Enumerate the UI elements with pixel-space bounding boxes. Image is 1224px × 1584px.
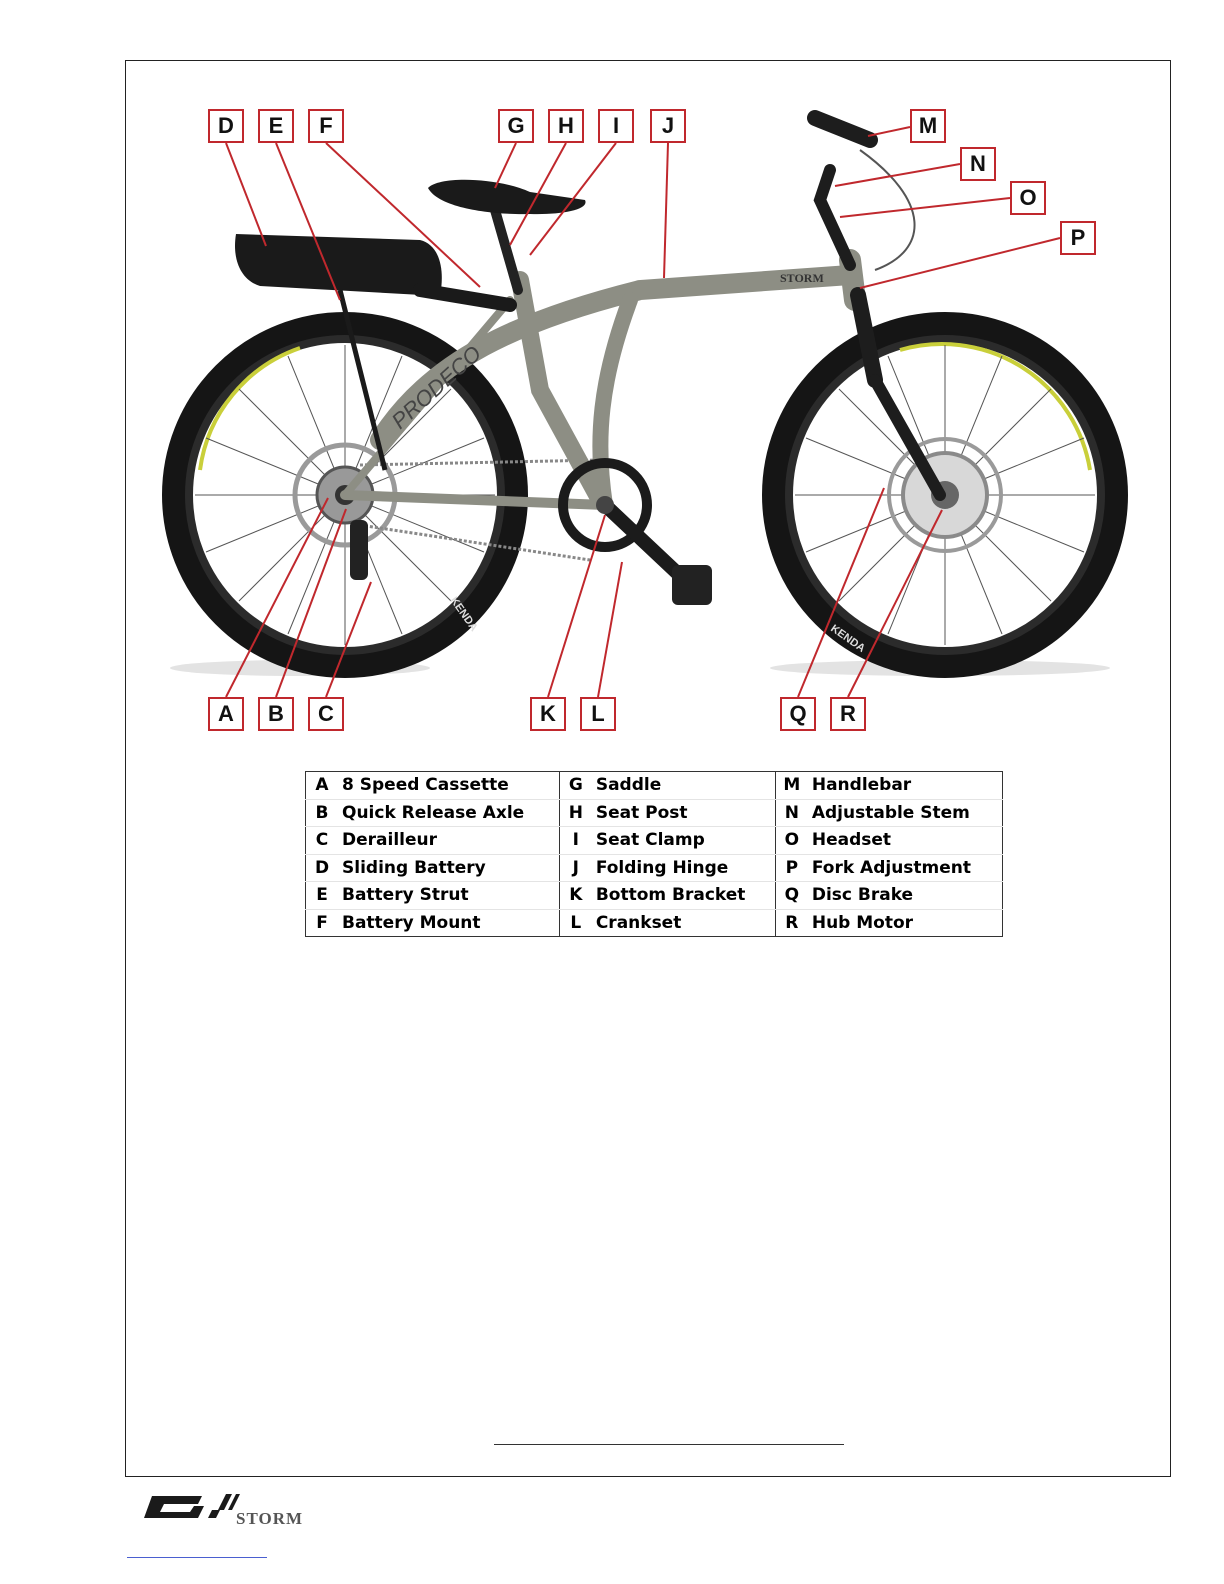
parts-legend-table [305,771,1003,937]
legend-part-name: Derailleur [338,827,559,855]
legend-letter: M [775,772,808,800]
callout-q: Q [780,697,816,731]
legend-part-name: 8 Speed Cassette [338,772,559,800]
saddle [428,180,586,214]
table-row [306,909,1003,937]
legend-letter: P [775,854,808,882]
legend-letter: R [785,912,799,933]
callout-k: K [530,697,566,731]
legend-letter: B [306,799,339,827]
handlebar [815,118,870,140]
callout-r: R [830,697,866,731]
rear-tire-brand: KENDA [447,594,480,634]
callout-o: O [1010,181,1046,215]
callout-c: C [308,697,344,731]
legend-part-name: Disc Brake [808,882,1003,910]
callout-l: L [580,697,616,731]
legend-part-name: Seat Post [592,799,776,827]
front-tire-brand: KENDA [828,622,868,655]
legend-part-name: Sliding Battery [338,854,559,882]
legend-part-name: Folding Hinge [592,854,776,882]
legend-part-name: Quick Release Axle [338,799,559,827]
legend-letter: H [559,799,592,827]
leader-lines [226,127,1060,697]
legend-letter: C [306,827,339,855]
legend-part-name: Headset [808,827,1003,855]
callout-h: H [548,109,584,143]
legend-letter: E [306,882,339,910]
legend-letter: A [306,772,339,800]
legend-part-name: Handlebar [808,772,1003,800]
legend-letter: G [559,772,592,800]
callout-a: A [208,697,244,731]
table-row [306,772,1003,800]
legend-letter: D [306,854,339,882]
legend-part-name: Bottom Bracket [592,882,776,910]
callout-i: I [598,109,634,143]
table-row [306,882,1003,910]
footer-link-rule [127,1557,267,1558]
legend-letter: Q [775,882,808,910]
table-row [306,827,1003,855]
legend-part-name: Crankset [592,909,776,937]
battery-mount [420,290,510,305]
legend-letter: O [775,827,808,855]
frame-model: STORM [780,271,824,285]
legend-letter: I [559,827,592,855]
legend-part-name: Adjustable Stem [808,799,1003,827]
callout-m: M [910,109,946,143]
callout-j: J [650,109,686,143]
legend-part-name: Fork Adjustment [808,854,1003,882]
bottom-bracket-hub [596,496,614,514]
table-row [306,854,1003,882]
legend-part-name: Battery Mount [338,909,559,937]
callout-n: N [960,147,996,181]
legend-letter: J [559,854,592,882]
pedal [672,565,712,605]
legend-letter: L [570,912,582,933]
legend-letter: F [316,912,328,933]
table-row [306,799,1003,827]
footnote-rule [494,1444,844,1445]
legend-part-name: Seat Clamp [592,827,776,855]
callout-e: E [258,109,294,143]
callout-b: B [258,697,294,731]
legend-part-name: Battery Strut [338,882,559,910]
callout-g: G [498,109,534,143]
frame-brand: PRODECO [386,340,487,434]
callout-d: D [208,109,244,143]
legend-part-name: Saddle [592,772,776,800]
callout-p: P [1060,221,1096,255]
legend-letter: N [775,799,808,827]
derailleur-body [350,520,368,580]
callout-f: F [308,109,344,143]
seat-post [495,210,518,290]
legend-letter: K [559,882,592,910]
logo-wordmark: STORM [236,1509,304,1528]
legend-part-name: Hub Motor [811,912,914,933]
